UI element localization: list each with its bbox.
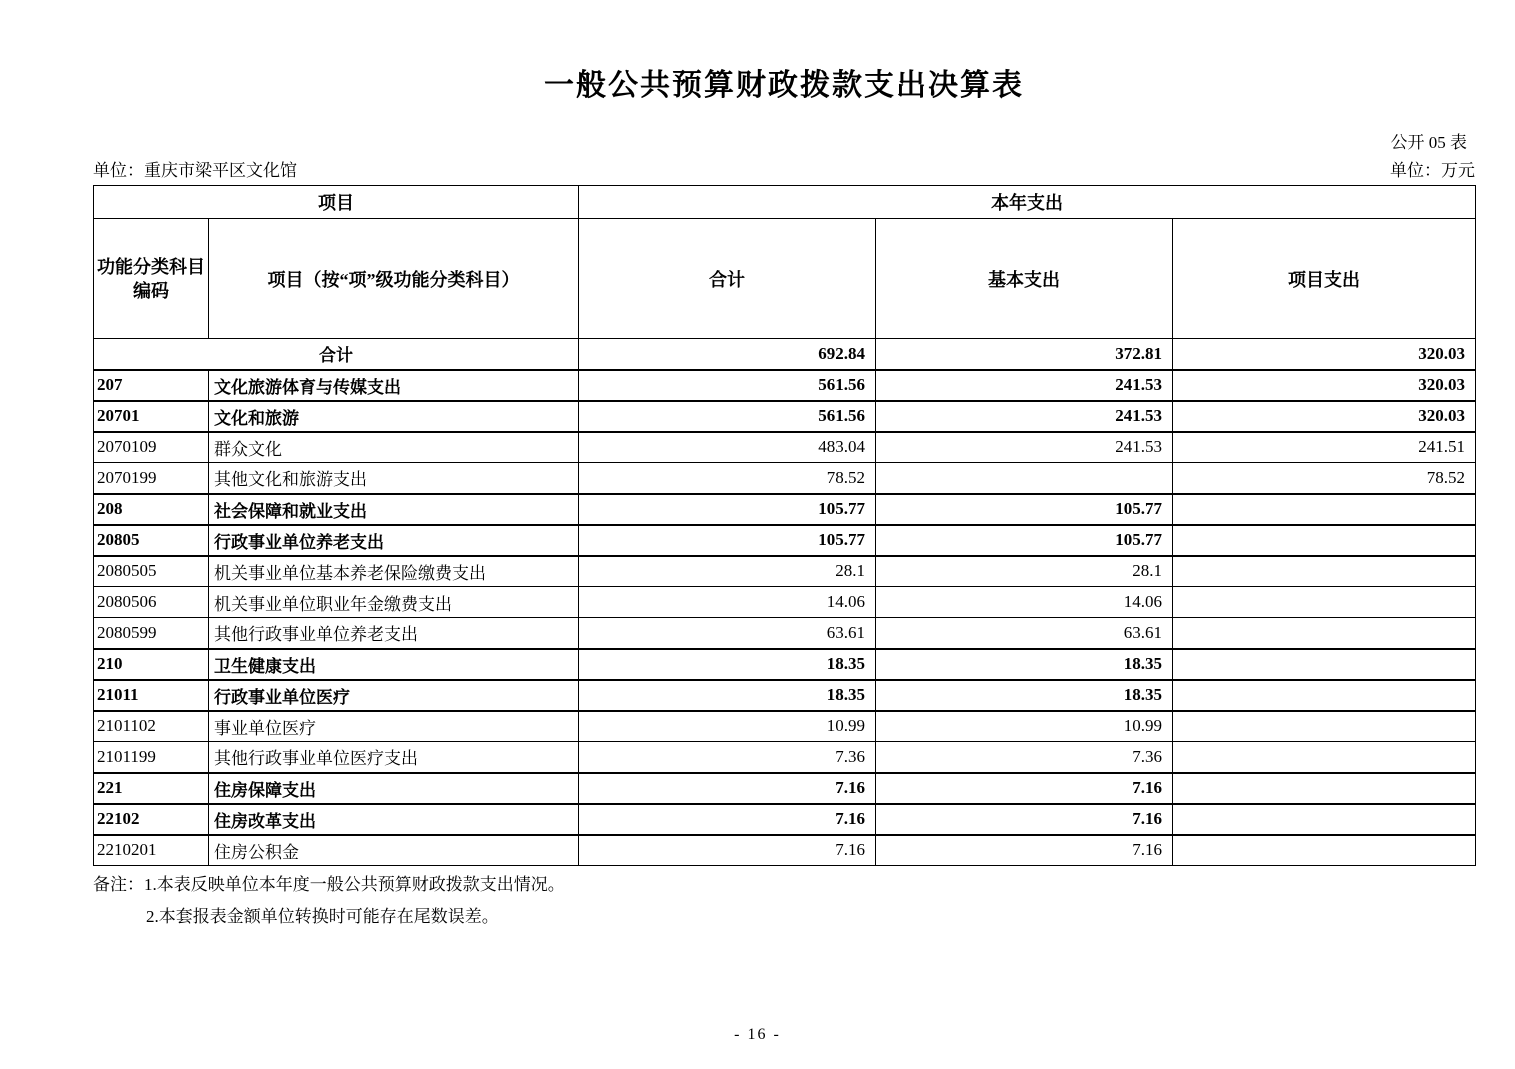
table-row xyxy=(94,463,1476,494)
header-group-year-expenditure: 本年支出 xyxy=(579,186,1476,219)
row-basic-cell: 10.99 xyxy=(876,711,1173,742)
table-row xyxy=(94,742,1476,773)
row-basic-cell: 105.77 xyxy=(876,525,1173,556)
row-basic-cell: 7.16 xyxy=(876,835,1173,866)
row-name-cell: 住房公积金 xyxy=(209,835,579,866)
grand-total-label: 合计 xyxy=(94,339,579,370)
row-project-cell xyxy=(1173,556,1476,587)
row-project-cell xyxy=(1173,649,1476,680)
row-basic-cell: 7.16 xyxy=(876,804,1173,835)
row-basic-cell: 7.36 xyxy=(876,742,1173,773)
row-project-cell xyxy=(1173,587,1476,618)
table-row xyxy=(94,804,1476,835)
row-total-cell: 7.36 xyxy=(579,742,876,773)
header-col-function-code-line2: 编码 xyxy=(133,280,169,301)
row-total-cell: 28.1 xyxy=(579,556,876,587)
row-code-cell: 208 xyxy=(94,494,209,525)
row-code-cell: 20805 xyxy=(94,525,209,556)
row-project-cell xyxy=(1173,680,1476,711)
page-title: 一般公共预算财政拨款支出决算表 xyxy=(544,69,1024,102)
row-code-cell: 2101102 xyxy=(94,711,209,742)
row-project-cell xyxy=(1173,711,1476,742)
table-row xyxy=(94,773,1476,804)
grand-total-row xyxy=(94,339,1476,370)
row-name-cell: 事业单位医疗 xyxy=(209,711,579,742)
row-project-cell xyxy=(1173,804,1476,835)
row-total-cell: 10.99 xyxy=(579,711,876,742)
row-name-cell: 其他行政事业单位养老支出 xyxy=(209,618,579,649)
row-total-cell: 7.16 xyxy=(579,835,876,866)
table-row xyxy=(94,370,1476,401)
row-total-cell: 63.61 xyxy=(579,618,876,649)
table-row xyxy=(94,649,1476,680)
table-header xyxy=(94,186,1476,339)
table-row xyxy=(94,587,1476,618)
table-row xyxy=(94,680,1476,711)
row-project-cell: 78.52 xyxy=(1173,463,1476,494)
row-code-cell: 21011 xyxy=(94,680,209,711)
row-code-cell: 2080505 xyxy=(94,556,209,587)
row-name-cell: 行政事业单位医疗 xyxy=(209,680,579,711)
row-total-cell: 18.35 xyxy=(579,649,876,680)
row-name-cell: 机关事业单位职业年金缴费支出 xyxy=(209,587,579,618)
row-basic-cell: 241.53 xyxy=(876,401,1173,432)
meta-line xyxy=(93,160,1475,182)
row-total-cell: 105.77 xyxy=(579,494,876,525)
row-code-cell: 2080506 xyxy=(94,587,209,618)
row-basic-cell: 63.61 xyxy=(876,618,1173,649)
grand-total-basic: 372.81 xyxy=(876,339,1173,370)
row-code-cell: 2070109 xyxy=(94,432,209,463)
table-row xyxy=(94,401,1476,432)
row-project-cell: 320.03 xyxy=(1173,401,1476,432)
row-project-cell: 241.51 xyxy=(1173,432,1476,463)
row-total-cell: 78.52 xyxy=(579,463,876,494)
row-project-cell xyxy=(1173,525,1476,556)
row-code-cell: 22102 xyxy=(94,804,209,835)
row-code-cell: 2080599 xyxy=(94,618,209,649)
header-col-project: 项目支出 xyxy=(1173,219,1476,339)
header-group-item: 项目 xyxy=(94,186,579,219)
header-col-function-code-line1: 功能分类科目 xyxy=(97,256,205,277)
row-code-cell: 2210201 xyxy=(94,835,209,866)
row-project-cell xyxy=(1173,618,1476,649)
row-name-cell: 群众文化 xyxy=(209,432,579,463)
notes xyxy=(93,872,1475,930)
note-line-1: 备注：1.本表反映单位本年度一般公共预算财政拨款支出情况。 xyxy=(93,875,565,894)
table-row xyxy=(94,432,1476,463)
row-total-cell: 18.35 xyxy=(579,680,876,711)
table-row xyxy=(94,525,1476,556)
row-name-cell: 住房保障支出 xyxy=(209,773,579,804)
row-basic-cell: 105.77 xyxy=(876,494,1173,525)
table-row xyxy=(94,618,1476,649)
header-col-basic: 基本支出 xyxy=(876,219,1173,339)
row-name-cell: 住房改革支出 xyxy=(209,804,579,835)
row-basic-cell: 241.53 xyxy=(876,370,1173,401)
note-line-2: 2.本套报表金额单位转换时可能存在尾数误差。 xyxy=(146,907,499,926)
document-content xyxy=(93,0,1475,930)
header-group-row xyxy=(94,186,1476,219)
row-code-cell: 20701 xyxy=(94,401,209,432)
table-row xyxy=(94,711,1476,742)
form-code: 公开 05 表 xyxy=(1390,133,1467,152)
row-basic-cell: 7.16 xyxy=(876,773,1173,804)
row-total-cell: 561.56 xyxy=(579,370,876,401)
row-basic-cell: 18.35 xyxy=(876,649,1173,680)
row-project-cell xyxy=(1173,773,1476,804)
grand-total-amount: 692.84 xyxy=(579,339,876,370)
table-row xyxy=(94,556,1476,587)
header-col-item: 项目（按“项”级功能分类科目） xyxy=(209,219,579,339)
org-unit-label: 单位：重庆市梁平区文化馆 xyxy=(93,161,297,180)
row-code-cell: 221 xyxy=(94,773,209,804)
row-project-cell xyxy=(1173,835,1476,866)
row-project-cell xyxy=(1173,494,1476,525)
row-total-cell: 7.16 xyxy=(579,773,876,804)
row-name-cell: 行政事业单位养老支出 xyxy=(209,525,579,556)
row-total-cell: 105.77 xyxy=(579,525,876,556)
row-project-cell: 320.03 xyxy=(1173,370,1476,401)
row-code-cell: 210 xyxy=(94,649,209,680)
row-project-cell xyxy=(1173,742,1476,773)
grand-total-project: 320.03 xyxy=(1173,339,1476,370)
row-name-cell: 卫生健康支出 xyxy=(209,649,579,680)
table-row xyxy=(94,835,1476,866)
currency-unit-label: 单位：万元 xyxy=(1390,161,1475,180)
header-col-function-code xyxy=(94,219,209,339)
row-total-cell: 483.04 xyxy=(579,432,876,463)
row-code-cell: 2070199 xyxy=(94,463,209,494)
row-total-cell: 561.56 xyxy=(579,401,876,432)
row-basic-cell: 18.35 xyxy=(876,680,1173,711)
row-name-cell: 文化和旅游 xyxy=(209,401,579,432)
budget-table xyxy=(93,185,1476,866)
row-basic-cell: 14.06 xyxy=(876,587,1173,618)
row-name-cell: 其他文化和旅游支出 xyxy=(209,463,579,494)
row-name-cell: 社会保障和就业支出 xyxy=(209,494,579,525)
table-body xyxy=(94,339,1476,866)
header-columns-row xyxy=(94,219,1476,339)
row-basic-cell: 28.1 xyxy=(876,556,1173,587)
row-basic-cell xyxy=(876,463,1173,494)
row-name-cell: 文化旅游体育与传媒支出 xyxy=(209,370,579,401)
row-code-cell: 2101199 xyxy=(94,742,209,773)
row-name-cell: 机关事业单位基本养老保险缴费支出 xyxy=(209,556,579,587)
row-code-cell: 207 xyxy=(94,370,209,401)
header-col-total: 合计 xyxy=(579,219,876,339)
page-number: - 16 - xyxy=(734,1026,781,1043)
row-total-cell: 14.06 xyxy=(579,587,876,618)
table-row xyxy=(94,494,1476,525)
row-total-cell: 7.16 xyxy=(579,804,876,835)
row-name-cell: 其他行政事业单位医疗支出 xyxy=(209,742,579,773)
row-basic-cell: 241.53 xyxy=(876,432,1173,463)
